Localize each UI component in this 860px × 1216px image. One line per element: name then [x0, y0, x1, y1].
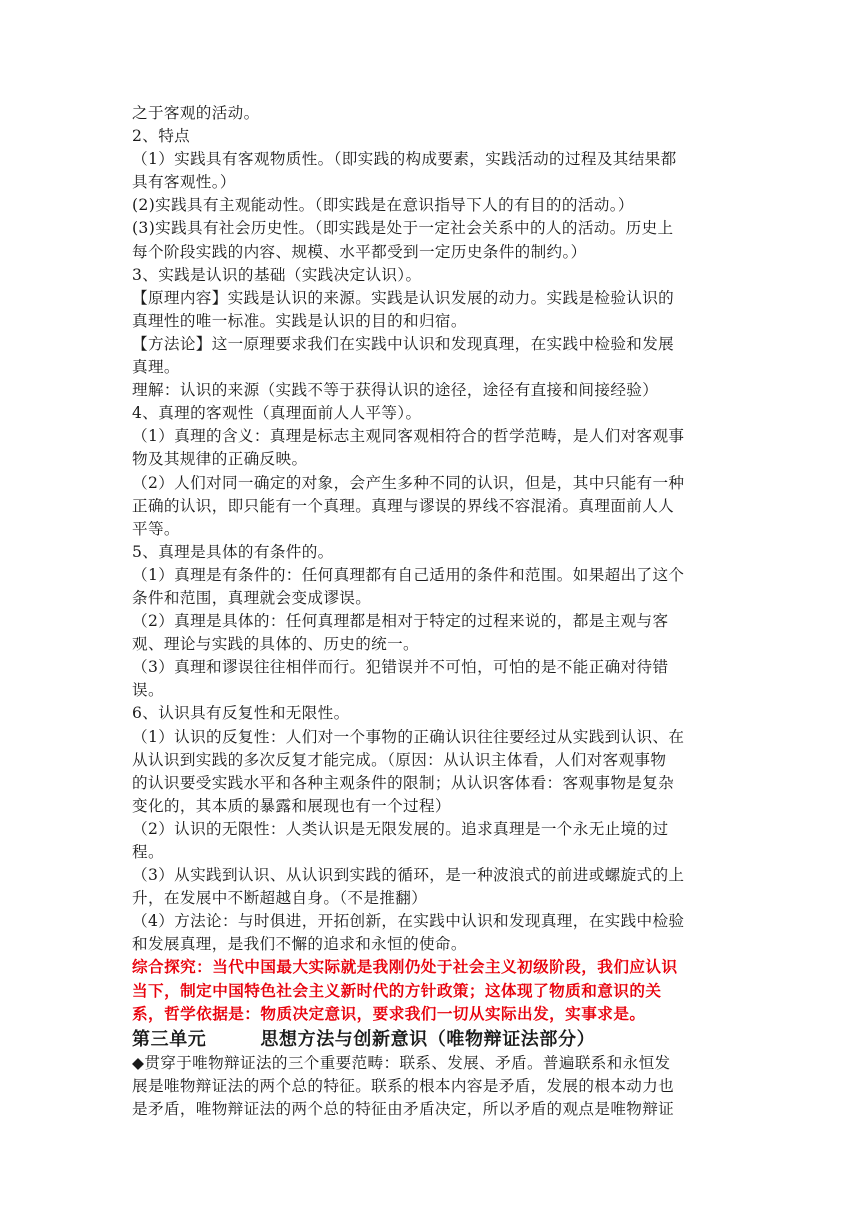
- text-line: 升，在发展中不断超越自身。（不是推翻）: [132, 889, 428, 908]
- unit-number: 第三单元: [132, 1028, 207, 1050]
- text-line: 是矛盾，唯物辩证法的两个总的特征由矛盾决定，所以矛盾的观点是唯物辩证: [132, 1099, 675, 1118]
- text-line: 4、真理的客观性（真理面前人人平等）。: [132, 404, 422, 423]
- text-line: （1）真理是有条件的：任何真理都有自己适用的条件和范围。如果超出了这个: [132, 565, 685, 584]
- text-line: 物及其规律的正确反映。: [132, 450, 308, 469]
- text-line: 观、理论与实践的具体的、历史的统一。: [132, 635, 419, 654]
- unit-heading: [132, 1027, 732, 1052]
- text-line: （1）认识的反复性：人们对一个事物的正确认识往往要经过从实践到认识、在: [132, 727, 685, 746]
- text-line: 条件和范围，真理就会变成谬误。: [132, 588, 372, 607]
- text-line: 5、真理是具体的有条件的。: [132, 542, 334, 561]
- text-line: 理解：认识的来源（实践不等于获得认识的途径，途径有直接和间接经验）: [132, 381, 659, 400]
- text-line: (3)实践具有社会历史性。（即实践是处于一定社会关系中的人的活动。历史上: [132, 219, 674, 238]
- text-line: 6、认识具有反复性和无限性。: [132, 704, 350, 723]
- text-line: ◆贯穿于唯物辩证法的三个重要范畴：联系、发展、矛盾。普遍联系和永恒发: [132, 1053, 671, 1072]
- text-line: 2、特点: [132, 127, 191, 146]
- text-line: 程。: [132, 843, 164, 861]
- text-line: 之于客观的活动。: [132, 104, 260, 122]
- text-line: 从认识到实践的多次反复才能完成。（原因：从认识主体看，人们对客观事物: [132, 750, 667, 769]
- text-line: （1）真理的含义：真理是标志主观同客观相符合的哲学范畴，是人们对客观事: [132, 427, 685, 446]
- text-line: 的认识要受实践水平和各种主观条件的限制；从认识客体看：客观事物是复杂: [132, 773, 675, 792]
- text-line: （4）方法论：与时俱进，开拓创新，在实践中认识和发现真理，在实践中检验: [132, 912, 685, 931]
- text-line: 正确的认识，即只能有一个真理。真理与谬误的界线不容混淆。真理面前人人: [132, 496, 675, 515]
- unit-title: 思想方法与创新意识（唯物辩证法部分）: [260, 1028, 596, 1050]
- text-line: 平等。: [132, 519, 180, 538]
- highlight-line: 系，哲学依据是：物质决定意识，要求我们一切从实际出发，实事求是。: [132, 1004, 646, 1023]
- document-page: [132, 102, 732, 1121]
- text-line: （3）真理和谬误往往相伴而行。犯错误并不可怕，可怕的是不能正确对待错: [132, 658, 669, 677]
- text-line: 变化的，其本质的暴露和展现也有一个过程）: [132, 796, 451, 815]
- text-line: 每个阶段实践的内容、规模、水平都受到一定历史条件的制约。）: [132, 242, 587, 261]
- text-line: 和发展真理，是我们不懈的追求和永恒的使命。: [132, 935, 467, 954]
- text-line: 真理。: [132, 358, 180, 377]
- text-line: 3、实践是认识的基础（实践决定认识）。: [132, 265, 422, 284]
- text-line: 具有客观性。）: [132, 173, 236, 192]
- highlight-line: 综合探究：当代中国最大实际就是我刚仍处于社会主义初级阶段，我们应认识: [132, 958, 678, 977]
- text-line: （2）真理是具体的：任何真理都是相对于特定的过程来说的，都是主观与客: [132, 612, 669, 631]
- highlight-line: 当下，制定中国特色社会主义新时代的方针政策；这体现了物质和意识的关: [132, 981, 662, 1000]
- text-line: 【原理内容】实践是认识的来源。实践是认识发展的动力。实践是检验认识的: [132, 288, 675, 307]
- text-line: （3）从实践到认识、从认识到实践的循环，是一种波浪式的前进或螺旋式的上: [132, 866, 685, 885]
- text-line: （1）实践具有客观物质性。（即实践的构成要素，实践活动的过程及其结果都: [132, 150, 677, 169]
- text-line: 【方法论】这一原理要求我们在实践中认识和发现真理，在实践中检验和发展: [132, 334, 675, 353]
- text-line: 真理性的唯一标准。实践是认识的目的和归宿。: [132, 311, 467, 330]
- text-line: （2）人们对同一确定的对象，会产生多种不同的认识，但是，其中只能有一种: [132, 473, 685, 492]
- text-line: （2）认识的无限性：人类认识是无限发展的。追求真理是一个永无止境的过: [132, 819, 669, 838]
- text-line: (2)实践具有主观能动性。（即实践是在意识指导下人的有目的的活动。）: [132, 196, 634, 215]
- text-line: 展是唯物辩证法的两个总的特征。联系的根本内容是矛盾，发展的根本动力也: [132, 1076, 675, 1095]
- text-line: 误。: [132, 681, 164, 700]
